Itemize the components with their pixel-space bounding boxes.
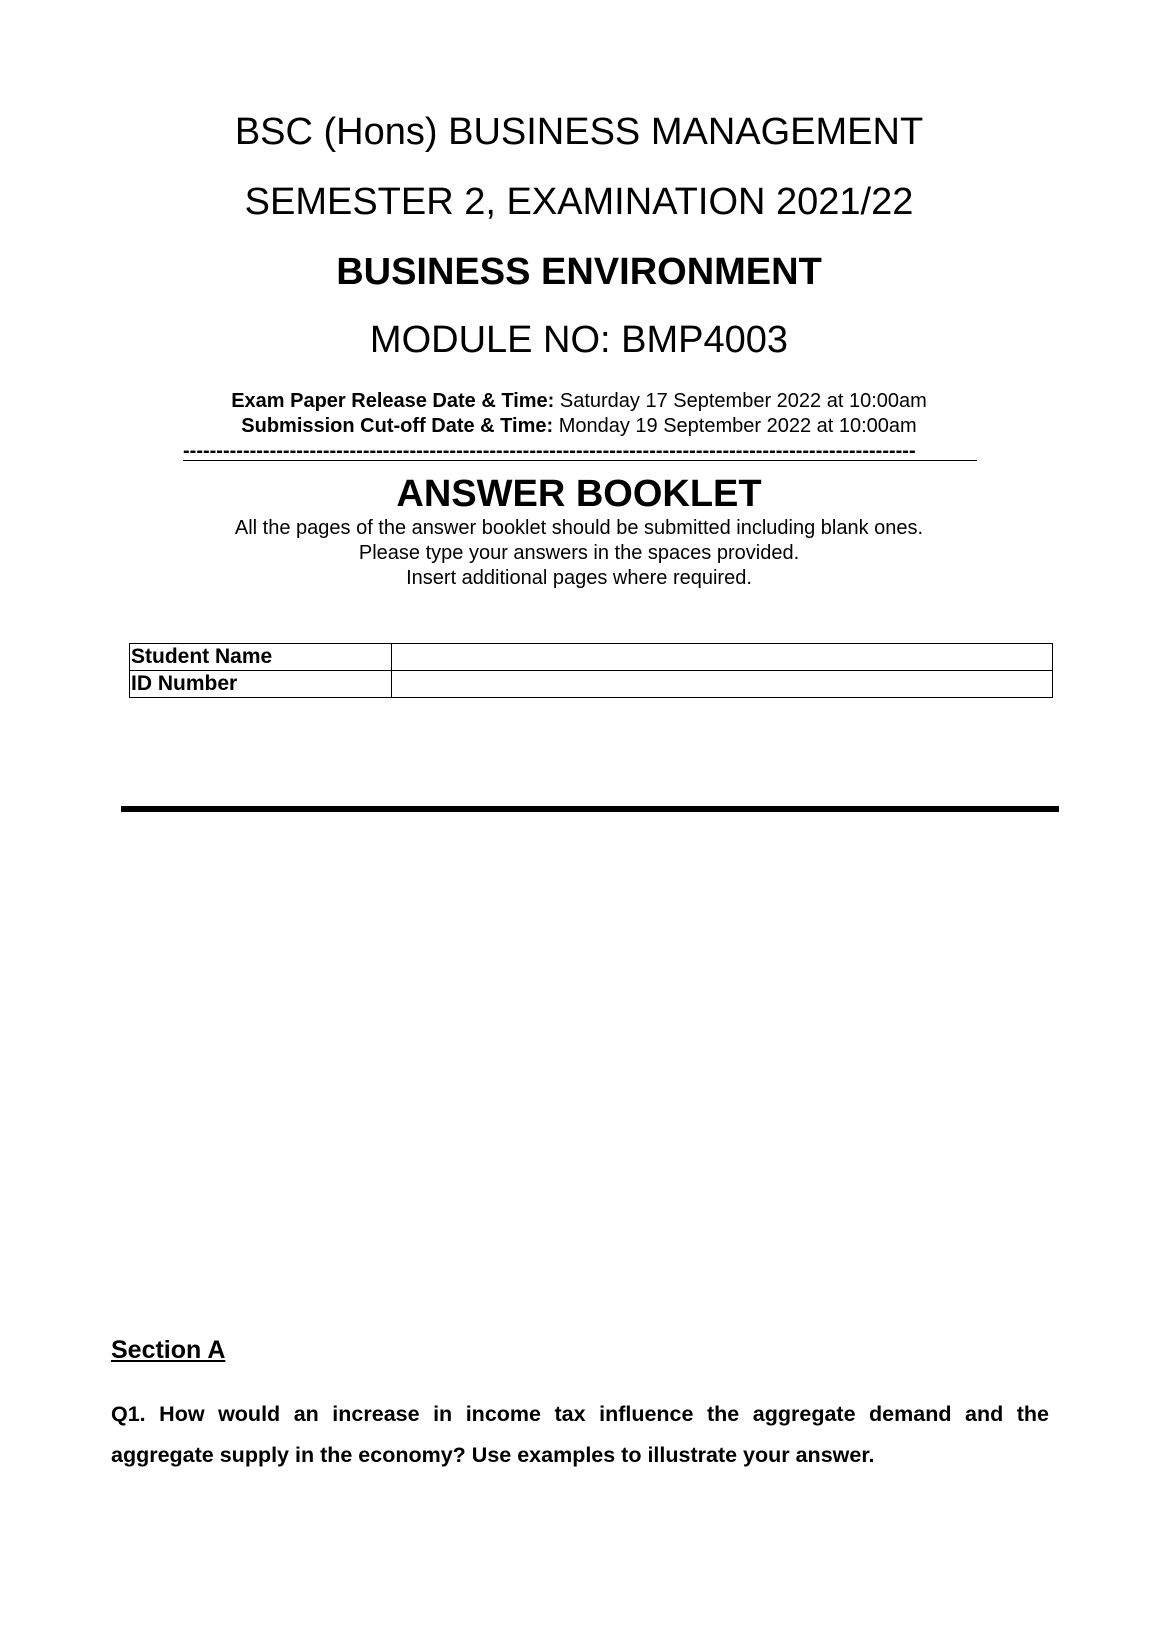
semester-title: SEMESTER 2, EXAMINATION 2021/22 xyxy=(244,181,914,223)
id-number-label: ID Number xyxy=(130,671,392,698)
release-date-value: Saturday 17 September 2022 at 10:00am xyxy=(554,390,927,412)
section-title: Section A xyxy=(111,1336,226,1364)
release-date-line xyxy=(0,389,1158,414)
id-number-field[interactable] xyxy=(392,671,1053,698)
module-number: MODULE NO: BMP4003 xyxy=(369,319,789,361)
release-date-label: Exam Paper Release Date & Time: xyxy=(231,390,555,412)
table-row xyxy=(130,671,1053,698)
cutoff-date-line xyxy=(0,414,1158,439)
instruction-line: All the pages of the answer booklet should be submitted including blank ones. xyxy=(234,517,924,539)
instruction-line: Insert additional pages where required. xyxy=(406,567,752,589)
student-name-field[interactable] xyxy=(392,644,1053,671)
instruction-line: Please type your answers in the spaces provided. xyxy=(358,542,800,564)
divider xyxy=(121,806,1059,812)
dashed-separator: -------------------------------------------------------------------------------------------------------------- xyxy=(183,442,977,461)
answer-booklet-title: ANSWER BOOKLET xyxy=(396,473,762,515)
table-row xyxy=(130,644,1053,671)
student-details-table xyxy=(129,643,1053,698)
cutoff-date-label: Submission Cut-off Date & Time: xyxy=(241,415,554,437)
programme-title: BSC (Hons) BUSINESS MANAGEMENT xyxy=(234,111,924,153)
student-name-label: Student Name xyxy=(130,644,392,671)
question-text: Q1. How would an increase in income tax influence the aggregate demand and the aggregate supply in the economy? Use examples to illustrate your answer. xyxy=(111,1402,1049,1467)
cutoff-date-value: Monday 19 September 2022 at 10:00am xyxy=(553,415,917,437)
module-title: BUSINESS ENVIRONMENT xyxy=(336,251,822,293)
